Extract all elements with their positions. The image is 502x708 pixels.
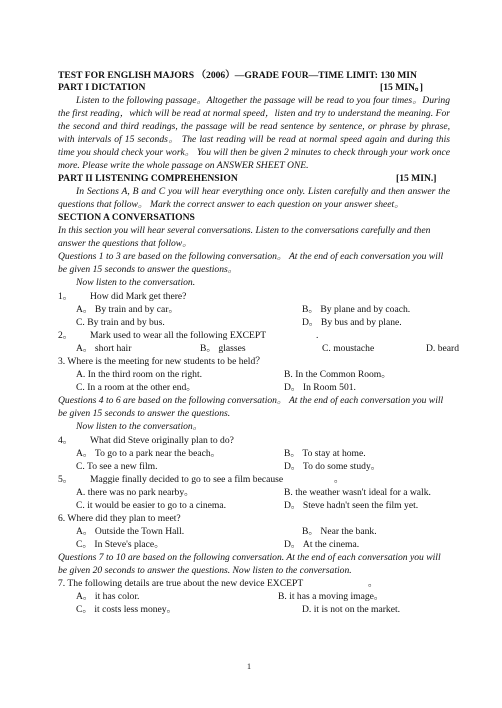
question-number: 5。 <box>58 474 73 485</box>
question-2 <box>58 330 450 342</box>
option-a: A。 short hair <box>76 343 132 354</box>
part1-instruction-line <box>58 95 450 107</box>
group1-intro-line: be given 15 seconds to answer the questions。 <box>58 264 238 275</box>
group2-intro-line: be given 15 seconds to answer the questions. <box>58 408 231 419</box>
question-3: 3. Where is the meeting for new students to be held？ <box>58 356 265 367</box>
option-c: C. To see a new film. <box>76 461 158 472</box>
part2-time: [15 MIN.] <box>396 173 437 184</box>
question-number: 4。 <box>58 435 73 446</box>
group2-intro-line: Questions 4 to 6 are based on the following conversation。 At the end of each conversation you will <box>58 395 444 406</box>
question-7 <box>58 578 450 590</box>
option-a: A. there was no park nearby。 <box>76 487 194 498</box>
question-stem-tail: 。 <box>334 474 344 485</box>
option-d: D. beard <box>426 343 460 354</box>
part1-instruction-line: the first reading，which will be read at normal speed，listen and try to understand the meaning. For <box>58 108 450 119</box>
group3-intro-line: Questions 7 to 10 are based on the following conversation. At the end of each conversation you will <box>58 552 441 563</box>
option-b: B。 By plane and by coach. <box>302 304 411 315</box>
option-b: B. the weather wasn't ideal for a walk. <box>284 487 431 498</box>
question-stem: What did Steve originally plan to do? <box>90 435 234 446</box>
option-a: A. In the third room on the right. <box>76 369 203 380</box>
page-number: 1 <box>247 662 251 671</box>
sectionA-heading: SECTION A CONVERSATIONS <box>58 212 195 223</box>
part1-heading-label: PART I DICTATION <box>58 82 146 93</box>
part2-heading <box>58 173 450 185</box>
question-5 <box>58 474 450 486</box>
listen-now-2: Now listen to the conversation。 <box>76 421 203 432</box>
option-b: B。 To stay at home. <box>284 448 366 459</box>
question-1 <box>58 291 450 303</box>
part2-heading-label: PART II LISTENING COMPREHENSION <box>58 173 238 184</box>
option-a: A。 To go to a park near the beach。 <box>76 448 221 459</box>
part2-instruction-line <box>58 186 450 198</box>
part1-instruction-text: Listen to the following passage。Altogether the passage will be read to you four times。During <box>76 95 450 106</box>
part2-instruction-text: In Sections A, B and C you will hear everything once only. Listen carefully and then answer the <box>76 186 450 197</box>
option-d: D。 At the cinema. <box>284 539 360 550</box>
part1-time: [15 MIN。] <box>380 82 423 93</box>
option-c: C. In a room at the other end。 <box>76 382 196 393</box>
option-a: A。 By train and by car。 <box>76 304 179 315</box>
option-d: D。 In Room 501. <box>284 382 356 393</box>
group1-intro-line: Questions 1 to 3 are based on the following conversation。 At the end of each conversation you will <box>58 251 444 262</box>
question-4 <box>58 435 450 447</box>
part1-instruction-line: more. Please write the whole passage on ANSWER SHEET ONE. <box>58 160 309 171</box>
option-b: B. In the Common Room。 <box>284 369 391 380</box>
option-c: C。 it costs less money。 <box>76 604 177 615</box>
question-stem-tail: . <box>316 330 319 341</box>
option-b: B。 Near the bank. <box>302 526 377 537</box>
question-stem: 7. The following details are true about the new device EXCEPT <box>58 578 304 589</box>
group3-intro-line: be given 20 seconds to answer the questions. Now listen to the conversation. <box>58 565 352 576</box>
question-stem: Mark used to wear all the following EXCEPT <box>90 330 267 341</box>
sectionA-intro-line: answer the questions that follow。 <box>58 238 192 249</box>
part1-instruction-line: with intervals of 15 seconds。 The last reading will be read at normal speed again and during this <box>58 134 450 145</box>
option-c: C. By train and by bus. <box>76 317 165 328</box>
option-c: C. moustache <box>322 343 375 354</box>
option-d: D。 Steve hadn't seen the film yet. <box>284 500 419 511</box>
part1-instruction-line: the second and third readings, the passage will be read sentence by sentence, or phrase by phrase, <box>58 121 450 132</box>
option-a: A。 Outside the Town Hall. <box>76 526 185 537</box>
exam-title: TEST FOR ENGLISH MAJORS （2006）—GRADE FOUR—TIME LIMIT: 130 MIN <box>58 70 417 81</box>
option-b: B。 glasses <box>200 343 246 354</box>
option-d: D。 To do some study。 <box>284 461 381 472</box>
part1-instruction-line: time you should check your work。 You will then be given 2 minutes to check through your work once <box>58 147 450 158</box>
question-stem: How did Mark get there? <box>90 291 187 302</box>
option-c: C。 In Steve's place。 <box>76 539 164 550</box>
option-b: B. it has a moving image。 <box>278 591 384 602</box>
part2-instruction-line: questions that follow。 Mark the correct answer to each question on your answer sheet。 <box>58 199 404 210</box>
sectionA-intro-line: In this section you will hear several conversations. Listen to the conversations carefully and then <box>58 225 431 236</box>
question-6: 6. Where did they plan to meet? <box>58 513 181 524</box>
option-d: D。 By bus and by plane. <box>302 317 402 328</box>
part1-heading <box>58 82 450 94</box>
option-a: A。 it has color. <box>76 591 140 602</box>
question-number: 2。 <box>58 330 73 341</box>
option-d: D. it is not on the market. <box>302 604 401 615</box>
question-stem-tail: 。 <box>368 578 378 589</box>
question-number: 1。 <box>58 291 73 302</box>
question-stem: Maggie finally decided to go to see a film because <box>90 474 284 485</box>
option-c: C. it would be easier to go to a cinema. <box>76 500 226 511</box>
listen-now-1: Now listen to the conversation. <box>76 277 196 288</box>
